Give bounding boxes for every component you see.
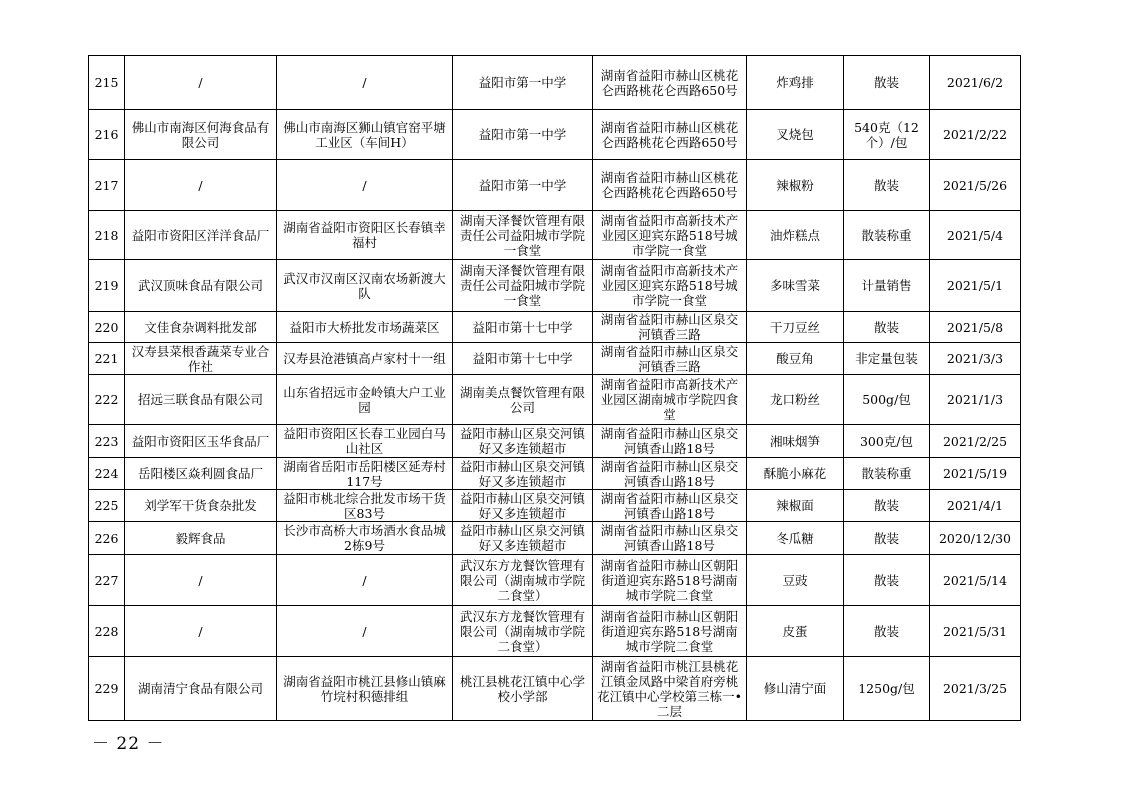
product-name-cell: 炸鸡排 <box>747 56 844 110</box>
sampled-address-cell: 湖南省益阳市赫山区桃花仑西路桃花仑西路650号 <box>593 160 747 211</box>
production-date-cell: 2021/6/2 <box>930 56 1021 110</box>
production-date-cell: 2021/4/1 <box>930 490 1021 522</box>
row-number-cell: 220 <box>89 312 125 343</box>
manufacturer-address-cell: / <box>277 56 453 110</box>
product-name-cell: 辣椒面 <box>747 490 844 522</box>
manufacturer-cell: 武汉顶味食品有限公司 <box>125 260 277 312</box>
product-name-cell: 冬瓜糖 <box>747 522 844 555</box>
specification-cell: 散装称重 <box>844 211 930 260</box>
production-date-cell: 2021/5/4 <box>930 211 1021 260</box>
specification-cell: 散装 <box>844 490 930 522</box>
sampled-unit-cell: 益阳市赫山区泉交河镇好又多连锁超市 <box>453 490 593 522</box>
sampled-address-cell: 湖南省益阳市赫山区桃花仑西路桃花仑西路650号 <box>593 56 747 110</box>
row-number-cell: 219 <box>89 260 125 312</box>
sampled-address-cell: 湖南省益阳市赫山区泉交河镇香三路 <box>593 343 747 375</box>
product-name-cell: 酸豆角 <box>747 343 844 375</box>
manufacturer-address-cell: 佛山市南海区狮山镇官窑平塘工业区（车间H） <box>277 110 453 160</box>
row-number-cell: 223 <box>89 425 125 458</box>
manufacturer-cell: 湖南清宁食品有限公司 <box>125 657 277 721</box>
table-row <box>89 56 1021 110</box>
product-name-cell: 豆豉 <box>747 555 844 606</box>
sampled-address-cell: 湖南省益阳市赫山区泉交河镇香山路18号 <box>593 490 747 522</box>
manufacturer-cell: 刘学军干货食杂批发 <box>125 490 277 522</box>
production-date-cell: 2021/2/25 <box>930 425 1021 458</box>
specification-cell: 散装 <box>844 606 930 657</box>
row-number-cell: 222 <box>89 375 125 425</box>
production-date-cell: 2020/12/30 <box>930 522 1021 555</box>
table-row <box>89 522 1021 555</box>
manufacturer-address-cell: / <box>277 160 453 211</box>
sampled-unit-cell: 湖南美点餐饮管理有限公司 <box>453 375 593 425</box>
production-date-cell: 2021/5/1 <box>930 260 1021 312</box>
specification-cell: 散装 <box>844 160 930 211</box>
table-row <box>89 490 1021 522</box>
product-name-cell: 多味雪菜 <box>747 260 844 312</box>
product-name-cell: 辣椒粉 <box>747 160 844 211</box>
manufacturer-address-cell: 湖南省益阳市桃江县修山镇麻竹垸村积德排组 <box>277 657 453 721</box>
row-number-cell: 216 <box>89 110 125 160</box>
table-row <box>89 211 1021 260</box>
manufacturer-address-cell: / <box>277 606 453 657</box>
sampled-unit-cell: 益阳市赫山区泉交河镇好又多连锁超市 <box>453 458 593 490</box>
manufacturer-address-cell: 湖南省岳阳市岳阳楼区延寿村117号 <box>277 458 453 490</box>
specification-cell: 计量销售 <box>844 260 930 312</box>
manufacturer-address-cell: 武汉市汉南区汉南农场新渡大队 <box>277 260 453 312</box>
specification-cell: 散装 <box>844 522 930 555</box>
table-row <box>89 110 1021 160</box>
sampled-unit-cell: 益阳市第十七中学 <box>453 343 593 375</box>
table-row <box>89 160 1021 211</box>
sampled-address-cell: 湖南省益阳市赫山区朝阳街道迎宾东路518号湖南城市学院二食堂 <box>593 555 747 606</box>
sampled-unit-cell: 益阳市第一中学 <box>453 160 593 211</box>
production-date-cell: 2021/3/25 <box>930 657 1021 721</box>
table-row <box>89 458 1021 490</box>
manufacturer-address-cell: 山东省招远市金岭镇大户工业园 <box>277 375 453 425</box>
manufacturer-cell: 益阳市资阳区玉华食品厂 <box>125 425 277 458</box>
table-row <box>89 425 1021 458</box>
sampled-unit-cell: 湖南天泽餐饮管理有限责任公司益阳城市学院一食堂 <box>453 211 593 260</box>
sampled-address-cell: 湖南省益阳市高新技术产业园区湖南城市学院四食堂 <box>593 375 747 425</box>
specification-cell: 540克（12个）/包 <box>844 110 930 160</box>
manufacturer-cell: / <box>125 555 277 606</box>
product-name-cell: 修山清宁面 <box>747 657 844 721</box>
manufacturer-cell: 益阳市资阳区洋洋食品厂 <box>125 211 277 260</box>
product-name-cell: 酥脆小麻花 <box>747 458 844 490</box>
table-row <box>89 260 1021 312</box>
sampled-address-cell: 湖南省益阳市赫山区泉交河镇香山路18号 <box>593 522 747 555</box>
production-date-cell: 2021/2/22 <box>930 110 1021 160</box>
manufacturer-address-cell: 益阳市桃北综合批发市场干货区83号 <box>277 490 453 522</box>
product-name-cell: 油炸糕点 <box>747 211 844 260</box>
manufacturer-cell: 文佳食杂调料批发部 <box>125 312 277 343</box>
table-body <box>89 56 1021 721</box>
manufacturer-address-cell: 湖南省益阳市资阳区长春镇幸福村 <box>277 211 453 260</box>
production-date-cell: 2021/3/3 <box>930 343 1021 375</box>
manufacturer-cell: 佛山市南海区何海食品有限公司 <box>125 110 277 160</box>
manufacturer-cell: 招远三联食品有限公司 <box>125 375 277 425</box>
sampled-unit-cell: 益阳市第十七中学 <box>453 312 593 343</box>
specification-cell: 散装 <box>844 555 930 606</box>
sampled-address-cell: 湖南省益阳市高新技术产业园区迎宾东路518号城市学院一食堂 <box>593 211 747 260</box>
production-date-cell: 2021/5/31 <box>930 606 1021 657</box>
sampled-address-cell: 湖南省益阳市赫山区泉交河镇香三路 <box>593 312 747 343</box>
product-name-cell: 皮蛋 <box>747 606 844 657</box>
specification-cell: 非定量包装 <box>844 343 930 375</box>
page-number: － 22 － <box>92 734 165 754</box>
specification-cell: 500g/包 <box>844 375 930 425</box>
sampled-unit-cell: 益阳市第一中学 <box>453 110 593 160</box>
results-table <box>88 55 1021 721</box>
specification-cell: 300克/包 <box>844 425 930 458</box>
sampled-unit-cell: 湖南天泽餐饮管理有限责任公司益阳城市学院一食堂 <box>453 260 593 312</box>
row-number-cell: 225 <box>89 490 125 522</box>
specification-cell: 散装称重 <box>844 458 930 490</box>
manufacturer-address-cell: 长沙市高桥大市场酒水食品城2栋9号 <box>277 522 453 555</box>
sampled-unit-cell: 桃江县桃花江镇中心学校小学部 <box>453 657 593 721</box>
manufacturer-cell: / <box>125 606 277 657</box>
manufacturer-cell: 毅辉食品 <box>125 522 277 555</box>
table-row <box>89 657 1021 721</box>
production-date-cell: 2021/5/8 <box>930 312 1021 343</box>
specification-cell: 散装 <box>844 312 930 343</box>
row-number-cell: 226 <box>89 522 125 555</box>
manufacturer-cell: 岳阳楼区焱利圆食品厂 <box>125 458 277 490</box>
sampled-address-cell: 湖南省益阳市赫山区泉交河镇香山路18号 <box>593 458 747 490</box>
sampled-unit-cell: 益阳市赫山区泉交河镇好又多连锁超市 <box>453 425 593 458</box>
row-number-cell: 215 <box>89 56 125 110</box>
product-name-cell: 湘味烟笋 <box>747 425 844 458</box>
sampled-address-cell: 湖南省益阳市桃江县桃花江镇金凤路中梁首府旁桃花江镇中心学校第三栋一•二层 <box>593 657 747 721</box>
manufacturer-address-cell: 益阳市资阳区长春工业园白马山社区 <box>277 425 453 458</box>
table-row <box>89 312 1021 343</box>
sampled-address-cell: 湖南省益阳市赫山区桃花仑西路桃花仑西路650号 <box>593 110 747 160</box>
table-row <box>89 343 1021 375</box>
sampled-address-cell: 湖南省益阳市赫山区朝阳街道迎宾东路518号湖南城市学院二食堂 <box>593 606 747 657</box>
sampled-address-cell: 湖南省益阳市赫山区泉交河镇香山路18号 <box>593 425 747 458</box>
table-row <box>89 606 1021 657</box>
manufacturer-cell: 汉寿县菜根香蔬菜专业合作社 <box>125 343 277 375</box>
row-number-cell: 229 <box>89 657 125 721</box>
product-name-cell: 叉烧包 <box>747 110 844 160</box>
production-date-cell: 2021/5/19 <box>930 458 1021 490</box>
manufacturer-cell: / <box>125 56 277 110</box>
production-date-cell: 2021/1/3 <box>930 375 1021 425</box>
manufacturer-cell: / <box>125 160 277 211</box>
sampled-unit-cell: 武汉东方龙餐饮管理有限公司（湖南城市学院二食堂） <box>453 555 593 606</box>
sampled-address-cell: 湖南省益阳市高新技术产业园区迎宾东路518号城市学院一食堂 <box>593 260 747 312</box>
specification-cell: 散装 <box>844 56 930 110</box>
row-number-cell: 228 <box>89 606 125 657</box>
sampled-unit-cell: 益阳市第一中学 <box>453 56 593 110</box>
production-date-cell: 2021/5/26 <box>930 160 1021 211</box>
row-number-cell: 217 <box>89 160 125 211</box>
manufacturer-address-cell: 益阳市大桥批发市场蔬菜区 <box>277 312 453 343</box>
production-date-cell: 2021/5/14 <box>930 555 1021 606</box>
sampled-unit-cell: 武汉东方龙餐饮管理有限公司（湖南城市学院二食堂） <box>453 606 593 657</box>
row-number-cell: 221 <box>89 343 125 375</box>
row-number-cell: 227 <box>89 555 125 606</box>
product-name-cell: 干刀豆丝 <box>747 312 844 343</box>
row-number-cell: 224 <box>89 458 125 490</box>
manufacturer-address-cell: / <box>277 555 453 606</box>
product-name-cell: 龙口粉丝 <box>747 375 844 425</box>
manufacturer-address-cell: 汉寿县沧港镇高卢家村十一组 <box>277 343 453 375</box>
row-number-cell: 218 <box>89 211 125 260</box>
specification-cell: 1250g/包 <box>844 657 930 721</box>
table-row <box>89 375 1021 425</box>
sampled-unit-cell: 益阳市赫山区泉交河镇好又多连锁超市 <box>453 522 593 555</box>
table-row <box>89 555 1021 606</box>
